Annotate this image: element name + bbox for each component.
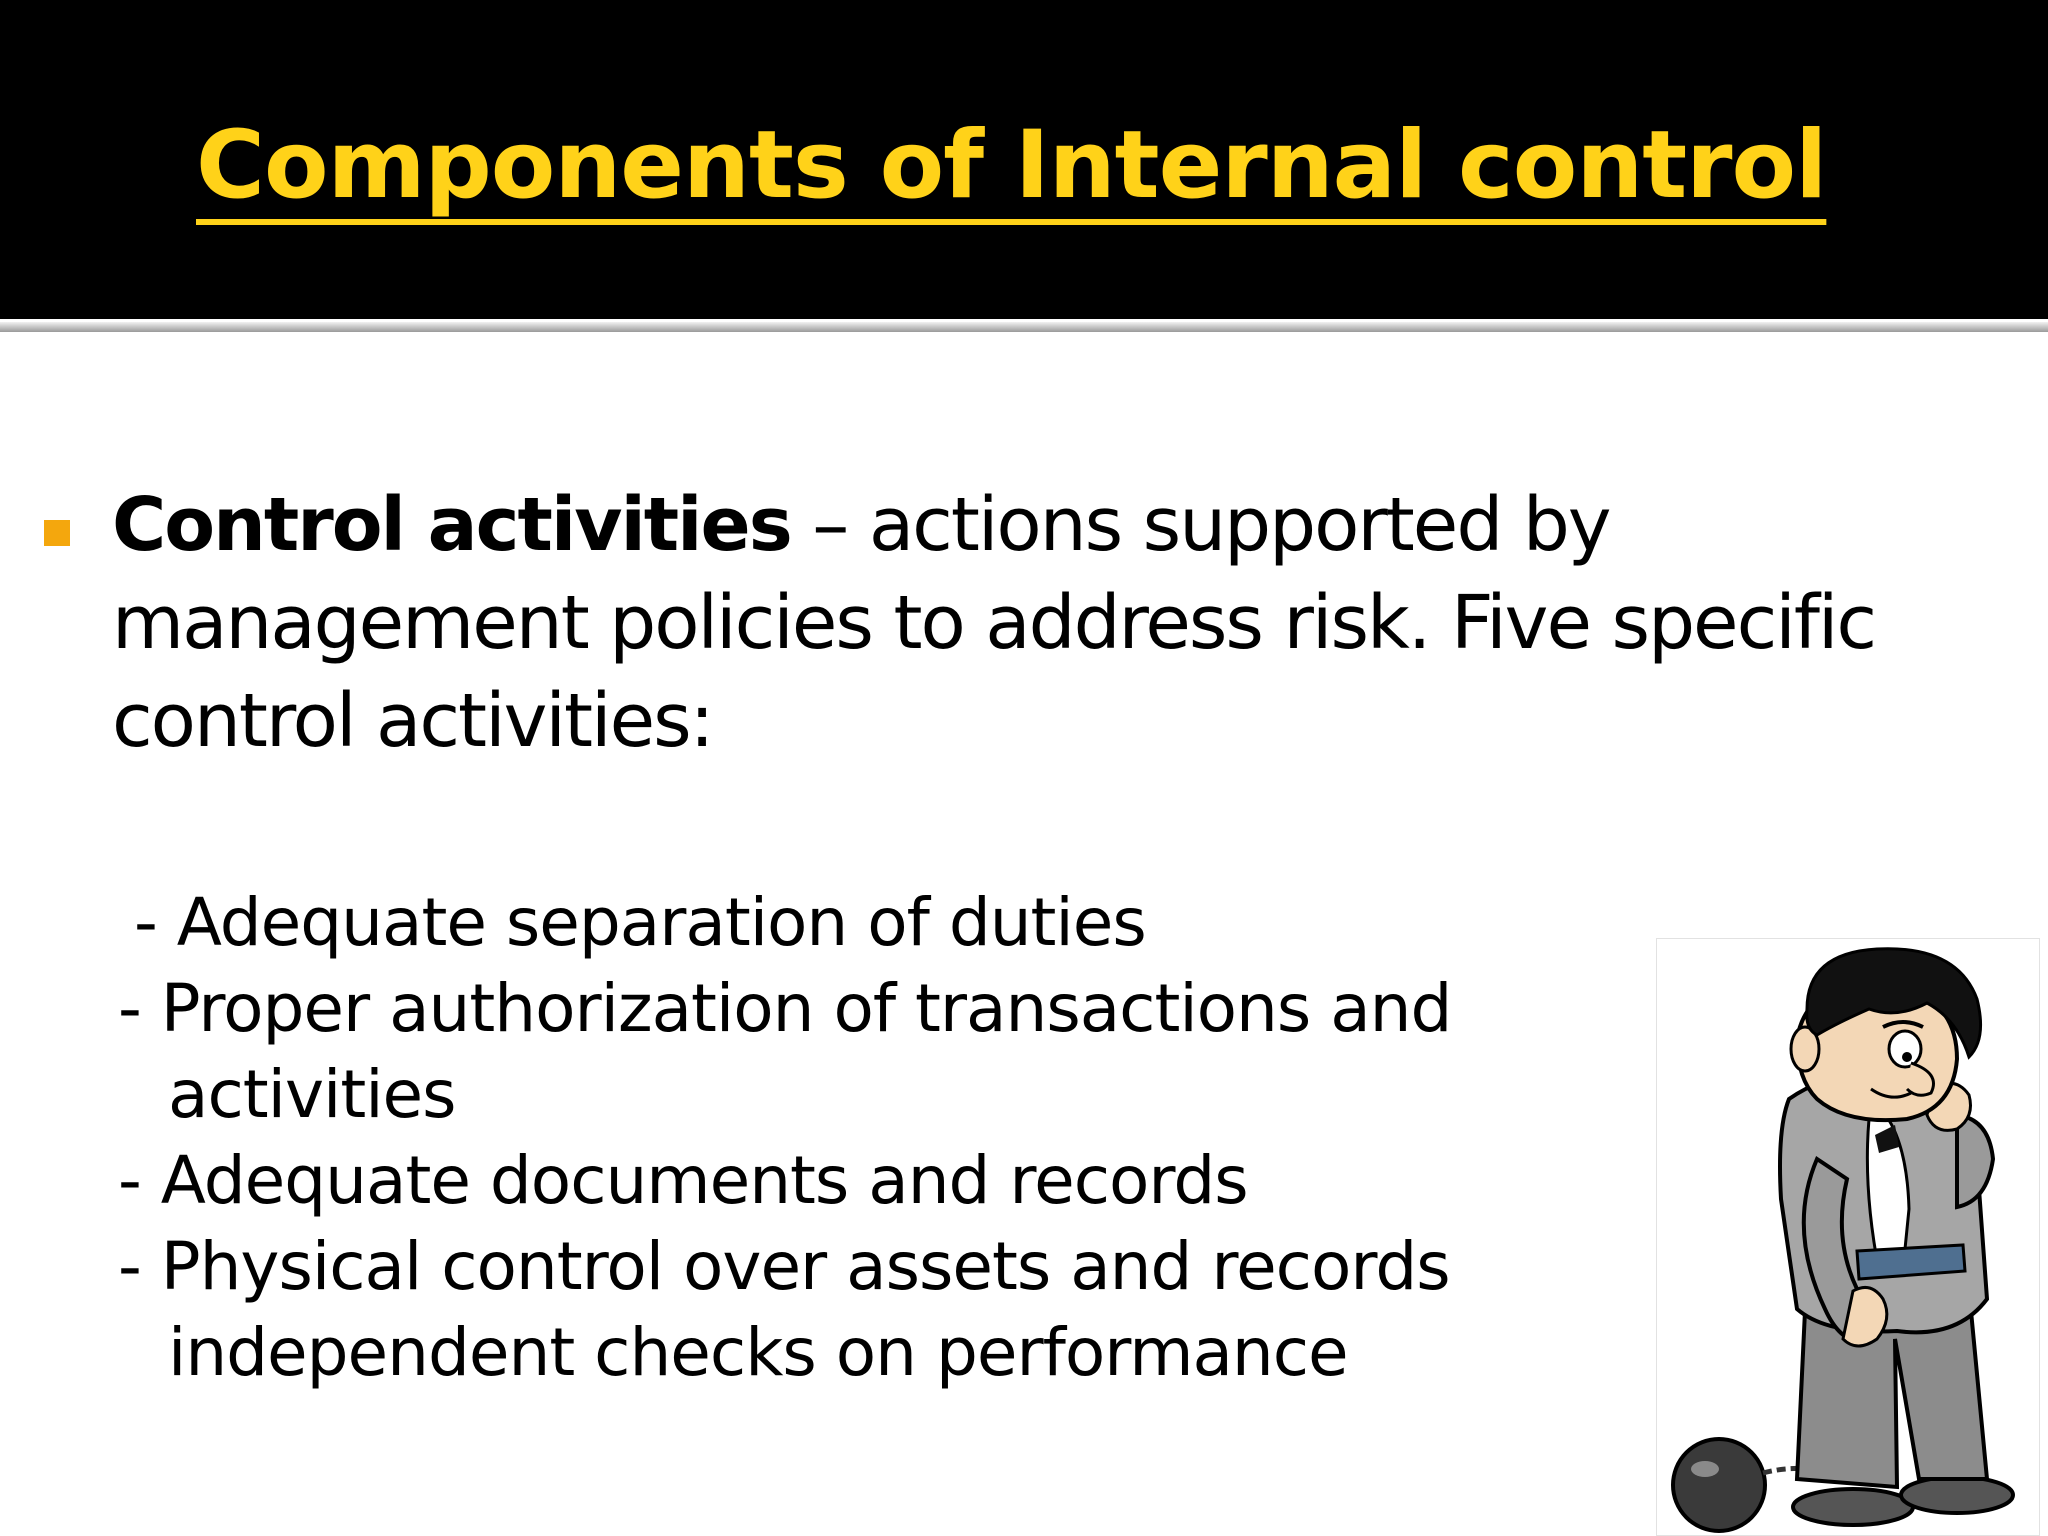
prisoner-cartoon-drawing — [1657, 939, 2039, 1535]
slide-title: Components of Internal control — [196, 111, 1827, 220]
title-bar — [0, 0, 2048, 319]
control-activities-list — [118, 880, 1638, 1396]
list-item: - Proper authorization of transactions and — [118, 970, 1452, 1047]
list-item: - Physical control over assets and records — [118, 1228, 1450, 1305]
list-item: - Adequate separation of duties — [134, 884, 1146, 961]
list-item: independent checks on performance — [168, 1314, 1348, 1391]
bullet-heading: Control activities — [112, 482, 791, 568]
bullet-square-icon — [44, 520, 70, 546]
list-item: - Adequate documents and records — [118, 1142, 1248, 1219]
title-divider — [0, 322, 2048, 332]
prisoner-cartoon-icon — [1656, 938, 2040, 1536]
bullet-text — [112, 476, 2002, 770]
list-item: activities — [168, 1056, 456, 1133]
bullet-description: – actions supported by management policies to address risk. Five specific control activities: — [112, 482, 1876, 764]
